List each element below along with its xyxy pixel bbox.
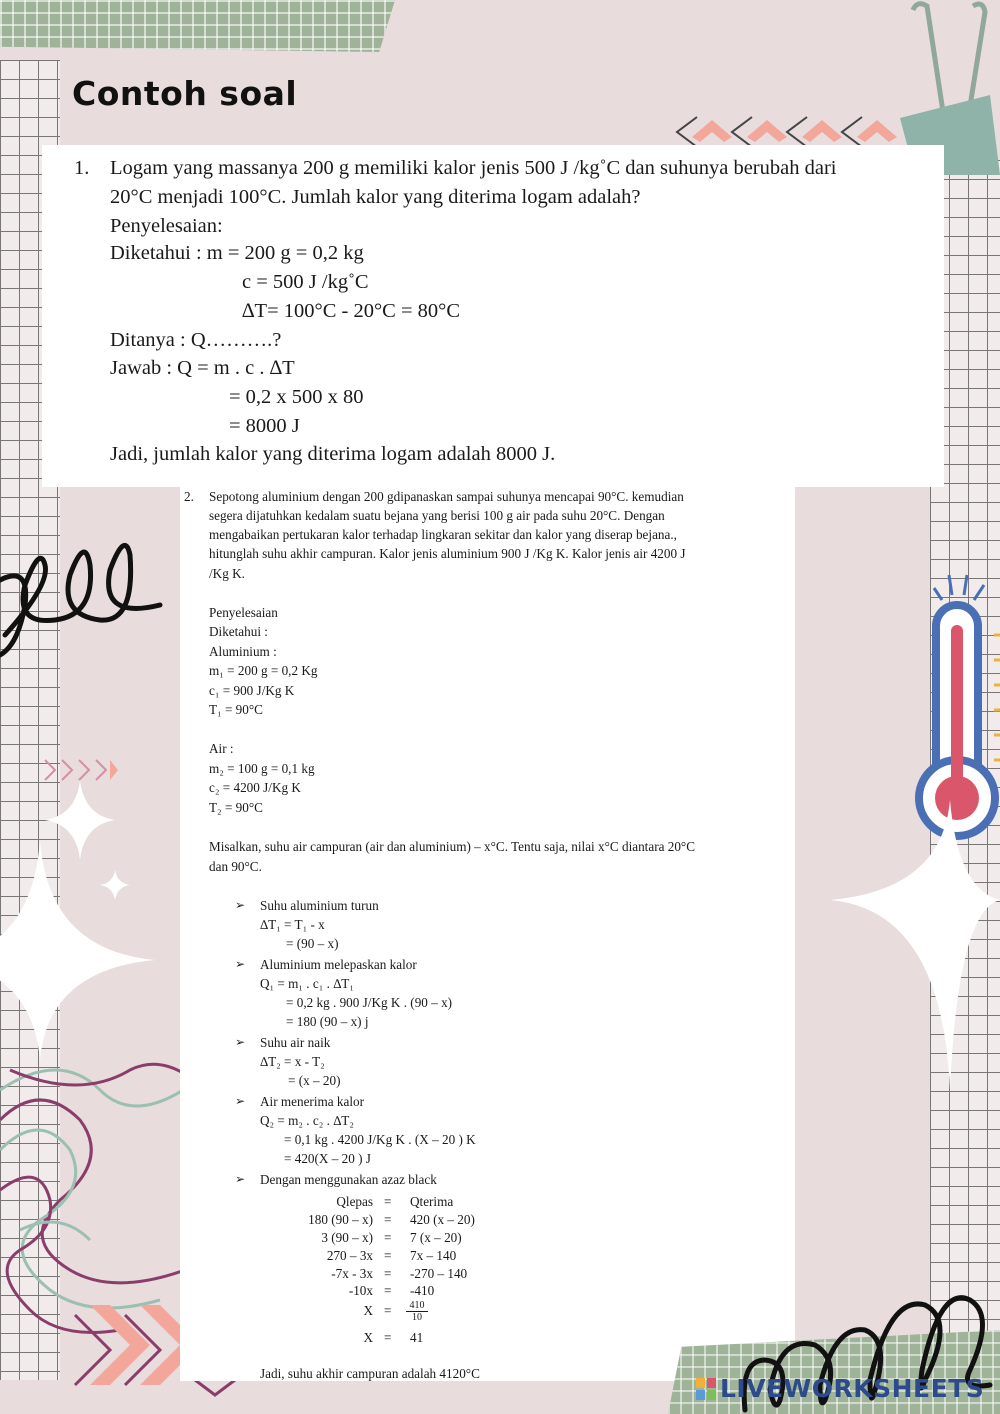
bullet-arrow-icon: ➢ (235, 1172, 246, 1186)
page-title: Contoh soal (72, 74, 298, 113)
step-heading: Dengan menggunakan azaz black (260, 1172, 437, 1187)
step-line: = (x – 20) (288, 1073, 341, 1088)
problem-1-line: Jawab : Q = m . c . ∆T (110, 357, 295, 379)
equation-left: -7x - 3x (331, 1266, 373, 1281)
bullet-arrow-icon: ➢ (235, 1035, 246, 1049)
equation-right: 41 (410, 1330, 424, 1345)
step-line: ∆T₁ = T₁ - x (260, 917, 325, 932)
problem-2-question-line: hitunglah suhu akhir campuran. Kalor jenis aluminium 900 J /Kg K. Kalor jenis air 4200 J (209, 546, 686, 561)
problem-2-given-label: Diketahui : (209, 624, 268, 639)
problem-2-assumption-line: Misalkan, suhu air campuran (air dan aluminium) – x°C. Tentu saja, nilai x°C diantara 20°C (209, 839, 695, 854)
equation-sign: = (384, 1330, 392, 1345)
step-line: ∆T₂ = x - T₂ (260, 1054, 325, 1069)
equation-sign: = (384, 1266, 392, 1281)
problem-2-question-line: /Kg K. (209, 566, 245, 581)
equation-right: -410 (410, 1283, 435, 1298)
equation-left: 180 (90 – x) (308, 1212, 373, 1227)
bullet-arrow-icon: ➢ (235, 957, 246, 971)
problem-2-assumption-line: dan 90°C. (209, 859, 262, 874)
equation-right: 420 (x – 20) (410, 1212, 475, 1227)
equation-sign: = (384, 1303, 392, 1318)
equation-left: 3 (90 – x) (321, 1230, 373, 1245)
step-line: = 180 (90 – x) j (286, 1014, 369, 1029)
step-heading: Aluminium melepaskan kalor (260, 957, 417, 972)
problem-2-given-line: m₂ = 100 g = 0,1 kg (209, 761, 315, 776)
problem-2-given-line: c₁ = 900 J/Kg K (209, 683, 295, 698)
step-line: Q₁ = m₁ . c₁ . ∆T₁ (260, 976, 354, 991)
problem-2-question-line: Sepotong aluminium dengan 200 gdipanaskan sampai suhunya mencapai 90°C. kemudian (209, 489, 684, 504)
problem-2-card (180, 484, 795, 1381)
equation-sign: = (384, 1283, 392, 1298)
problem-1-line: = 0,2 x 500 x 80 (229, 386, 364, 408)
problem-1-conclusion: Jadi, jumlah kalor yang diterima logam adalah 8000 J. (110, 443, 556, 465)
sparkle-right-icon (830, 800, 1000, 1100)
problem-1-line: 20°C menjadi 100°C. Jumlah kalor yang diterima logam adalah? (110, 186, 641, 208)
problem-2-number: 2. (184, 489, 194, 504)
sparkle-icon (0, 760, 180, 1060)
step-line: = 420(X – 20 ) J (284, 1151, 371, 1166)
equation-fraction (406, 1300, 428, 1323)
equation-sign: = (384, 1194, 392, 1209)
bullet-arrow-icon: ➢ (235, 898, 246, 912)
step-heading: Air menerima kalor (260, 1094, 364, 1109)
equation-left: Qlepas (336, 1194, 373, 1209)
problem-2-conclusion: Jadi, suhu akhir campuran adalah 4120°C (260, 1366, 480, 1381)
step-heading: Suhu air naik (260, 1035, 331, 1050)
problem-1-line: Penyelesaian: (110, 215, 223, 237)
problem-1-line: ∆T= 100°C - 20°C = 80°C (242, 300, 461, 322)
equation-left: X (363, 1303, 373, 1318)
washi-tape-top (0, 0, 395, 52)
equation-sign: = (384, 1230, 392, 1245)
problem-2-question-line: mengabaikan pertukaran kalor terhadap lingkaran sekitar dan kalor yang diserap bejana., (209, 527, 677, 542)
step-line: = (90 – x) (286, 936, 339, 951)
problem-2-given-line: T₂ = 90°C (209, 800, 263, 815)
problem-2-aluminium-label: Aluminium : (209, 644, 277, 659)
equation-left: 270 – 3x (326, 1248, 373, 1263)
equation-right: -270 – 140 (410, 1266, 468, 1281)
problem-2-given-line: m₁ = 200 g = 0,2 Kg (209, 663, 318, 678)
bullet-arrow-icon: ➢ (235, 1094, 246, 1108)
problem-1-number: 1. (74, 157, 90, 179)
step-heading: Suhu aluminium turun (260, 898, 379, 913)
step-line: = 0,1 kg . 4200 J/Kg K . (X – 20 ) K (284, 1132, 476, 1147)
problem-2-given-line: T₁ = 90°C (209, 702, 263, 717)
step-line: = 0,2 kg . 900 J/Kg K . (90 – x) (286, 995, 453, 1010)
equation-sign: = (384, 1248, 392, 1263)
equation-left: X (363, 1330, 373, 1345)
equation-sign: = (384, 1212, 392, 1227)
equation-right: 7 (x – 20) (410, 1230, 462, 1245)
problem-1-line: c = 500 J /kg˚C (242, 271, 369, 293)
liveworksheets-brand[interactable]: LIVEWORKSHEETS (720, 1374, 985, 1403)
equation-right: 7x – 140 (410, 1248, 457, 1263)
problem-2-air-label: Air : (209, 741, 234, 756)
problem-2-solution-heading: Penyelesaian (209, 605, 278, 620)
equation-right: Qterima (410, 1194, 454, 1209)
problem-1-line: Ditanya : Q……….? (110, 329, 282, 351)
problem-1-line: = 8000 J (229, 415, 300, 437)
problem-2-given-line: c₂ = 4200 J/Kg K (209, 780, 301, 795)
problem-1-line: Diketahui : m = 200 g = 0,2 kg (110, 242, 364, 264)
problem-1-line: Logam yang massanya 200 g memiliki kalor jenis 500 J /kg˚C dan suhunya berubah dari (110, 157, 837, 179)
fraction-denominator: 10 (412, 1312, 422, 1323)
liveworksheets-logo-icon (696, 1378, 716, 1400)
squiggle-left-icon (0, 525, 165, 665)
fraction-numerator: 410 (406, 1300, 428, 1312)
problem-1-card (42, 145, 944, 487)
equation-left: -10x (348, 1283, 373, 1298)
problem-2-question-line: segera dijatuhkan kedalam suatu bejana yang berisi 100 g air pada suhu 20°C. Dengan (209, 508, 665, 523)
step-line: Q₂ = m₂ . c₂ . ∆T₂ (260, 1113, 354, 1128)
